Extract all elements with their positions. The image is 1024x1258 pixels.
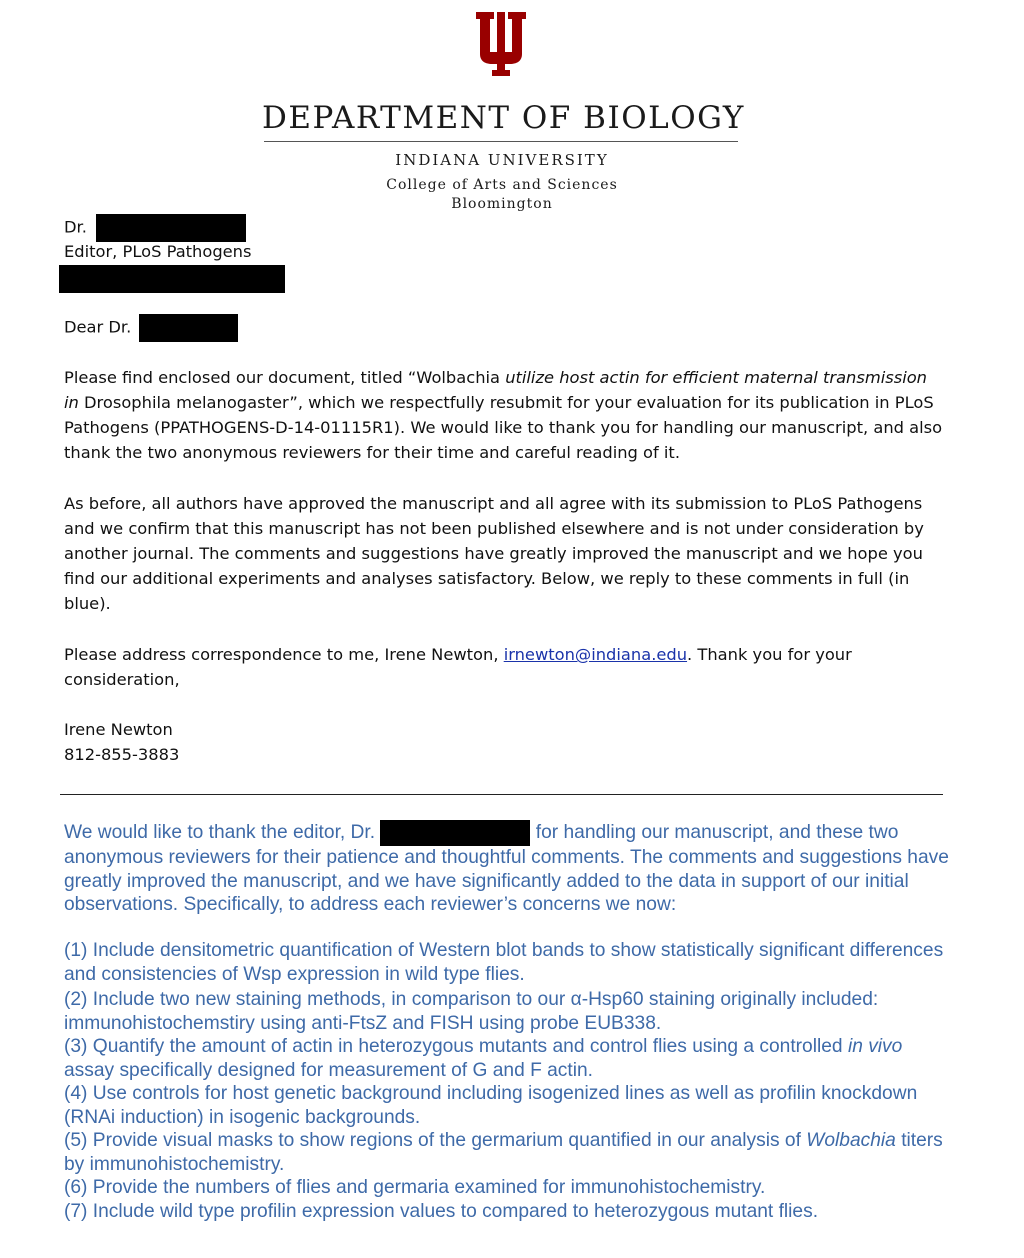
reply-item-3-end: assay specifically designed for measurement of G and F actin. (64, 1059, 593, 1081)
reply-item-3-text: (3) Quantify the amount of actin in heterozygous mutants and control flies using a controlled (64, 1036, 848, 1057)
reply-item-2: (2) Include two new staining methods, in comparison to our α-Hsp60 staining originally included: immunohistochemstiry using anti-FtsZ and FISH using probe EUB338. (64, 989, 879, 1034)
redacted-greeting-name (139, 314, 238, 342)
signature-name: Irene Newton (64, 720, 173, 739)
greeting-text: Dear Dr. (64, 317, 132, 337)
campus-name: Bloomington (451, 196, 553, 212)
reply-item-5-text: (5) Provide visual masks to show regions of the germarium quantified in our analysis of (64, 1130, 807, 1151)
title-divider (264, 141, 738, 142)
section-divider (60, 794, 943, 795)
iu-trident-logo-icon (472, 8, 530, 78)
address-line-1 (64, 214, 246, 242)
paragraph-1-part-2: Drosophila melanogaster”, which we respectfully resubmit for your evaluation for its publication in PLoS Pathogens (PPATHOGENS-D-14-01115R1). We would like to thank you for handling our manuscript, and also thank the two anonymous reviewers for their time and careful reading of it. (64, 393, 943, 462)
paragraph-1-italic: utilize host actin for efficient maternal transmission in (64, 368, 928, 412)
greeting-line (64, 314, 238, 342)
signature-phone: 812-855-3883 (64, 745, 180, 764)
correspondence-text: Please address correspondence to me, Irene Newton, (64, 645, 504, 664)
reply-item-5-italic: Wolbachia (806, 1130, 896, 1151)
reply-item-7: (7) Include wild type profilin expression values to compared to heterozygous mutant flies. (64, 1200, 819, 1222)
department-title: DEPARTMENT OF BIOLOGY (262, 100, 745, 136)
reply-item-5 (64, 1129, 954, 1176)
paragraph-approval: As before, all authors have approved the manuscript and all agree with its submission to PLoS Pathogens and we confirm that this manuscript has not been published elsewhere and is not under consideration by another journal. The comments and suggestions have greatly improved the manuscript and we hope you find our additional experiments and analyses satisfactory. Below, we reply to these comments in full (in blue). (64, 494, 924, 613)
redacted-editor-name (96, 214, 246, 242)
reply-intro-end: for handling our manuscript, and these two anonymous reviewers for their patience and thoughtful comments. The comments and suggestions have greatly improved the manuscript, and we have significantly added to the data in support of our initial observations. Specifically, to address each reviewer’s concerns we now: (64, 822, 949, 915)
reply-item-5-end: titers by immunohistochemistry. (64, 1130, 943, 1175)
paragraph-submission (64, 365, 944, 465)
reply-item-3 (64, 1035, 954, 1082)
reply-intro-start: We would like to thank the editor, Dr. (64, 822, 376, 844)
paragraph-1-part-1: Please find enclosed our document, titled “Wolbachia (64, 368, 506, 387)
college-name: College of Arts and Sciences (386, 177, 618, 193)
university-name: INDIANA UNIVERSITY (395, 151, 609, 169)
email-link[interactable]: irnewton@indiana.edu (503, 645, 688, 664)
editor-title: Editor, PLoS Pathogens (64, 242, 252, 261)
address-salutation: Dr. (64, 217, 87, 237)
reply-item-6: (6) Provide the numbers of flies and germaria examined for immunohistochemistry. (64, 1177, 766, 1198)
redacted-address-line (59, 265, 285, 293)
reply-intro (64, 820, 954, 917)
reply-item-list (64, 939, 954, 1223)
paragraph-correspondence (64, 642, 894, 692)
reply-item-4: (4) Use controls for host genetic background including isogenized lines as well as profilin knockdown (RNAi induction) in isogenic backgrounds. (64, 1083, 918, 1128)
redacted-editor-name-reply (380, 820, 530, 846)
reply-item-1: (1) Include densitometric quantification of Western blot bands to show statistically significant differences and consistencies of Wsp expression in wild type flies. (64, 940, 944, 985)
reply-item-3-italic: in vivo (847, 1036, 903, 1057)
correspondence-closing: . Thank you for your consideration, (64, 645, 852, 689)
